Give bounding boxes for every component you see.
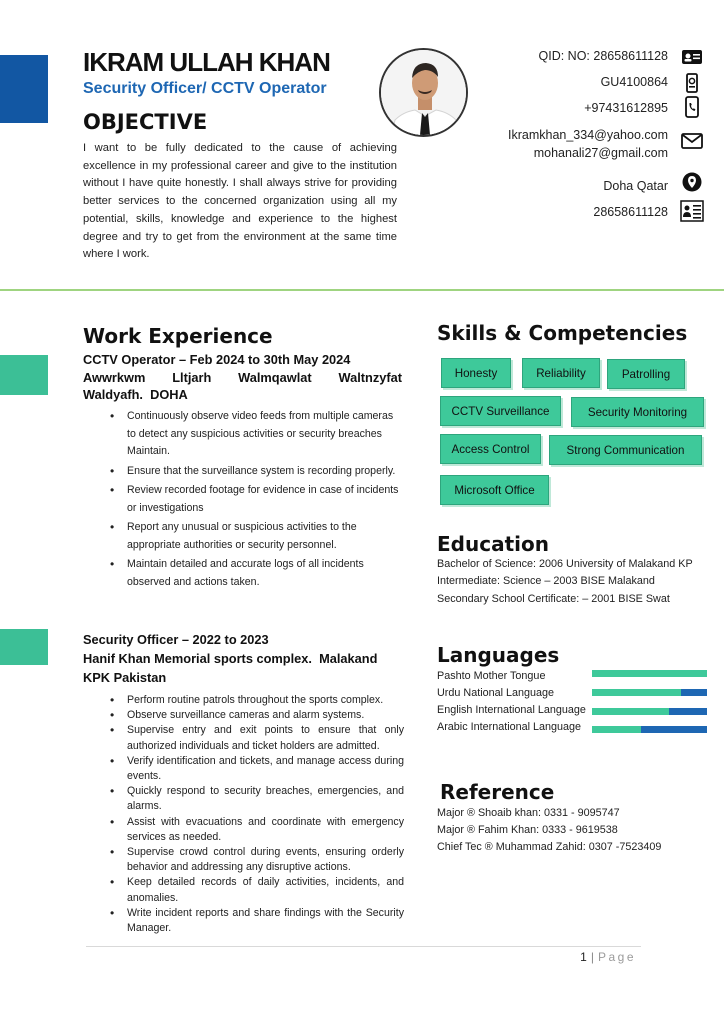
phone-icon bbox=[680, 96, 704, 118]
list-item: • Quickly respond to security breaches, emergencies, and alarms. bbox=[110, 784, 404, 814]
id-number: 28658611128 bbox=[593, 205, 668, 219]
email-primary: Ikramkhan_334@yahoo.com bbox=[508, 128, 668, 142]
language-level-fill bbox=[592, 708, 669, 715]
work-experience-heading: Work Experience bbox=[83, 324, 273, 348]
reference-item: Major ® Shoaib khan: 0331 - 9095747 bbox=[437, 807, 620, 819]
page-word: Page bbox=[597, 950, 636, 964]
job1-company-line1 bbox=[83, 370, 402, 385]
list-item: • Ensure that the surveillance system is recording properly. bbox=[110, 463, 400, 481]
accent-block-blue bbox=[0, 55, 48, 123]
list-item: • Supervise entry and exit points to ensure that only authorized individuals and ticket holders are admitted. bbox=[110, 723, 404, 753]
accent-block-work bbox=[0, 355, 48, 395]
job1-company-line2: Waldyafh. DOHA bbox=[83, 387, 188, 402]
language-label: Pashto Mother Tongue bbox=[437, 670, 546, 682]
candidate-name: IKRAM ULLAH KHAN bbox=[83, 47, 330, 77]
badge-icon bbox=[680, 200, 704, 226]
list-item: • Supervise crowd control during events, ensuring orderly behavior and addressing any disruptive actions. bbox=[110, 845, 404, 875]
reference-item: Chief Tec ® Muhammad Zahid: 0307 -7523409 bbox=[437, 841, 662, 853]
list-item: • Perform routine patrols throughout the sports complex. bbox=[110, 693, 404, 708]
skill-tag: Access Control bbox=[440, 434, 541, 464]
list-item: • Report any unusual or suspicious activities to the appropriate authorities or security personnel. bbox=[110, 519, 400, 554]
language-level-bar bbox=[592, 708, 707, 715]
phone-number: +97431612895 bbox=[584, 101, 668, 115]
email-secondary: mohanali27@gmail.com bbox=[533, 146, 668, 160]
accent-block-job2 bbox=[0, 629, 48, 665]
footer-rule bbox=[86, 946, 641, 947]
profile-photo bbox=[379, 48, 468, 137]
skill-tag: Reliability bbox=[522, 358, 600, 388]
skill-tag: Honesty bbox=[441, 358, 511, 388]
job2-duties-list bbox=[110, 693, 404, 936]
page-number: 1 bbox=[580, 950, 587, 964]
language-label: Urdu National Language bbox=[437, 687, 555, 699]
reference-item: Major ® Fahim Khan: 0333 - 9619538 bbox=[437, 824, 618, 836]
job1-title: CCTV Operator – Feb 2024 to 30th May 2024 bbox=[83, 352, 351, 367]
list-item: • Keep detailed records of daily activities, incidents, and anomalies. bbox=[110, 875, 404, 905]
job1-company-word: Waltnzyfat bbox=[338, 370, 402, 385]
email-icon bbox=[680, 130, 704, 152]
passport-icon bbox=[680, 72, 704, 94]
list-item: • Write incident reports and share findings with the Security Manager. bbox=[110, 906, 404, 936]
skill-tag: Patrolling bbox=[607, 359, 685, 389]
job1-duties-list bbox=[110, 408, 400, 593]
list-item: • Continuously observe video feeds from multiple cameras to detect any suspicious activities or security breaches Maintain. bbox=[110, 408, 400, 461]
education-item: Secondary School Certificate: – 2001 BISE Swat bbox=[437, 593, 670, 605]
id-card-icon bbox=[680, 46, 704, 68]
passport-number: GU4100864 bbox=[600, 75, 668, 89]
language-level-bar bbox=[592, 670, 707, 677]
job2-company-line2: KPK Pakistan bbox=[83, 670, 167, 685]
list-item: • Observe surveillance cameras and alarm systems. bbox=[110, 708, 404, 723]
skills-heading: Skills & Competencies bbox=[437, 321, 688, 345]
job2-title: Security Officer – 2022 to 2023 bbox=[83, 632, 269, 647]
email-addresses bbox=[508, 126, 668, 162]
language-level-fill bbox=[592, 689, 681, 696]
page-footer bbox=[580, 950, 636, 964]
job1-company-word: Lltjarh bbox=[172, 370, 212, 385]
candidate-role: Security Officer/ CCTV Operator bbox=[83, 80, 327, 97]
skill-tag: Microsoft Office bbox=[440, 475, 549, 505]
job2-company-line1: Hanif Khan Memorial sports complex. Malakand bbox=[83, 651, 378, 666]
skill-tag: CCTV Surveillance bbox=[440, 396, 561, 426]
education-item: Intermediate: Science – 2003 BISE Malakand bbox=[437, 575, 655, 587]
language-level-bar bbox=[592, 726, 707, 733]
skill-tag: Security Monitoring bbox=[571, 397, 704, 427]
list-item: • Review recorded footage for evidence in case of incidents or investigations bbox=[110, 482, 400, 517]
language-level-bar bbox=[592, 689, 707, 696]
language-level-fill bbox=[592, 726, 641, 733]
education-heading: Education bbox=[437, 532, 549, 556]
language-level-fill bbox=[592, 670, 707, 677]
skill-tag: Strong Communication bbox=[549, 435, 702, 465]
list-item: • Assist with evacuations and coordinate with emergency services as needed. bbox=[110, 815, 404, 845]
footer-separator: | bbox=[590, 950, 594, 964]
list-item: • Maintain detailed and accurate logs of all incidents observed and actions taken. bbox=[110, 556, 400, 591]
objective-heading: OBJECTIVE bbox=[83, 110, 208, 134]
header-divider bbox=[0, 289, 724, 291]
job1-company-word: Walmqawlat bbox=[238, 370, 312, 385]
language-label: Arabic International Language bbox=[437, 721, 582, 733]
list-item: • Verify identification and tickets, and manage access during events. bbox=[110, 754, 404, 784]
languages-heading: Languages bbox=[437, 643, 560, 667]
job1-company-word: Awwrkwm bbox=[83, 370, 146, 385]
education-item: Bachelor of Science: 2006 University of Malakand KP bbox=[437, 558, 693, 570]
location-pin-icon bbox=[680, 172, 704, 194]
qid-number: QID: NO: 28658611128 bbox=[538, 49, 668, 63]
location-text: Doha Qatar bbox=[603, 179, 668, 193]
language-label: English International Language bbox=[437, 704, 586, 716]
objective-text: I want to be fully dedicated to the cause of achieving excellence in my professional career and give to the institution without I have quite honestly. I shall always strive for providing better services to the concerned organization using all my potential, skills, knowledge and experience to the highest degree and try to get from the environment at the same time where I work. bbox=[83, 142, 397, 261]
reference-heading: Reference bbox=[440, 780, 555, 804]
